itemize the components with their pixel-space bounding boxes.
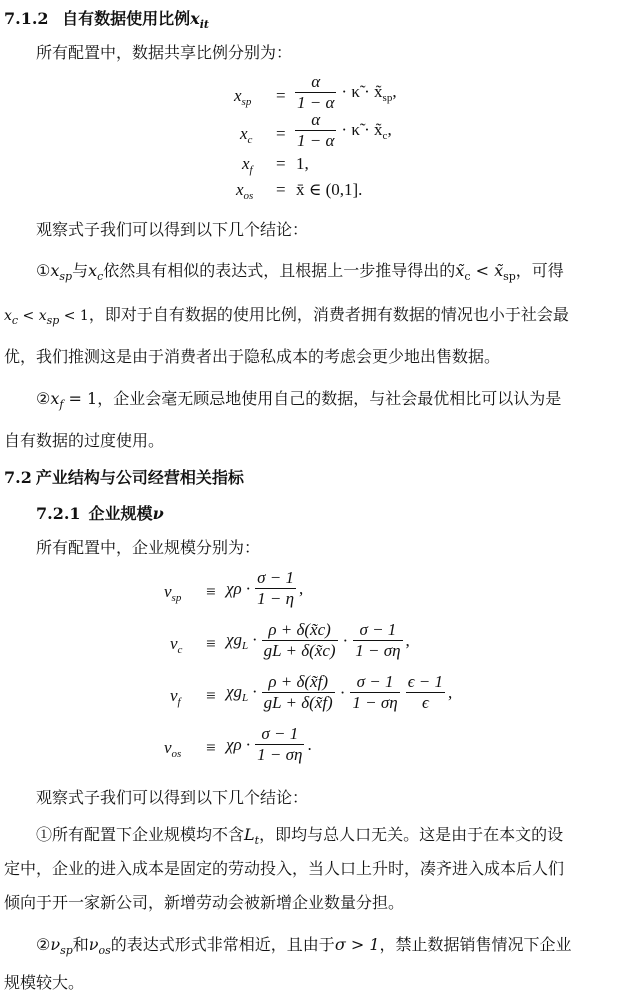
firm-conclusion-2-line-1: $②\nu_{sp}$和$\nu_{os}$的表达式形式非常相近，且由于σ > 1，禁止数据销售情况下企业 (36, 935, 572, 957)
eq-rhs: $\chi g_L$ · $\frac{\rho + \delta(x̃f)}{gL + \delta(x̃f)}$ · $\frac{\sigma - 1}{1 - \sigma\eta}$ $\frac{\epsilon - 1}{\epsilon}$ , (226, 672, 453, 712)
fraction: $\frac{\epsilon - 1}{\epsilon}$ (407, 672, 444, 712)
eq-relation: ≡ (206, 582, 216, 601)
firm-conclusion-1-line-1: ①所有配置下企业规模均不含$L_t$，即均与总人口无关。这是由于在本文的设 (36, 825, 564, 847)
equation-row (0, 568, 638, 614)
eq-relation: = (276, 154, 286, 173)
eq-rhs: χρ · $\frac{\sigma - 1}{1 - \sigma\eta}$ . (226, 724, 312, 764)
eq-lhs: $x_{sp}$ (234, 86, 252, 108)
equation-row (0, 620, 638, 666)
eq-lhs: $x_c$ (240, 124, 253, 146)
equation-row (0, 724, 638, 770)
eq-lhs: $\nu_{sp}$ (164, 582, 182, 604)
conclusion-intro-2: 观察式子我们可以得到以下几个结论： (36, 788, 309, 807)
fraction: $\frac{\sigma - 1}{1 - \sigma\eta}$ (352, 672, 398, 712)
equation-row (0, 672, 638, 718)
equation-row (0, 180, 638, 204)
fraction: $\frac{\sigma - 1}{1 - \sigma\eta}$ (355, 620, 401, 660)
eq-rhs: x̄ ∈ (0,1]. (296, 180, 363, 199)
section-heading-7-2: 7.2 产业结构与公司经营相关指标 (4, 468, 244, 487)
eq-lhs: $\nu_{os}$ (164, 738, 182, 760)
fraction: $\frac{\rho + \delta(x̃f)}{gL + \delta(x̃f)}$ (263, 672, 333, 712)
eq-lhs: $x_{os}$ (236, 180, 254, 202)
conclusion-2-line-1: $②x_f = 1$，企业会毫无顾忌地使用自己的数据，与社会最优相比可以认为是 (36, 389, 562, 411)
eq-relation: ≡ (206, 634, 216, 653)
intro-paragraph: 所有配置中，数据共享比例分别为： (36, 43, 293, 62)
fraction: $\frac{\sigma - 1}{1 - \eta}$ (257, 568, 295, 608)
eq-rhs: $\frac{\alpha}{1 - \alpha}$ · κ̃ · $x̃_{sp}$, (297, 72, 397, 112)
section-number: 7.1.2 (4, 9, 49, 28)
eq-lhs: $\nu_c$ (170, 634, 183, 656)
eq-relation: ≡ (206, 738, 216, 757)
conclusion-1-line-1: $①x_{sp}$与$x_c$依然具有相似的表达式，且根据上一步推导得出的$x̃_c$ < $x̃_{sp}$，可得 (36, 261, 564, 283)
eq-rhs: χρ · $\frac{\sigma - 1}{1 - \eta}$ , (226, 568, 304, 608)
firm-conclusion-1-line-3: 倾向于开一家新公司，新增劳动会被新增企业数量分担。 (4, 893, 405, 912)
fraction: $\frac{\alpha}{1 - \alpha}$ (297, 110, 335, 150)
eq-relation: = (276, 180, 286, 199)
equation-row (0, 154, 638, 178)
fraction: $\frac{\alpha}{1 - \alpha}$ (297, 72, 335, 112)
eq-lhs: $x_f$ (242, 154, 253, 176)
eq-rhs: $\chi g_L$ · $\frac{\rho + \delta(x̃c)}{gL + \delta(x̃c)}$ · $\frac{\sigma - 1}{1 - \sigma\eta}$ , (226, 620, 410, 660)
conclusion-1-line-2: $x_c < x_{sp} < 1$，即对于自有数据的使用比例，消费者拥有数据的情况也小于社会最 (4, 305, 569, 327)
eq-rhs: 1, (296, 154, 309, 173)
eq-rhs: $\frac{\alpha}{1 - \alpha}$ · κ̃ · $x̃_c$, (297, 110, 392, 150)
conclusion-intro: 观察式子我们可以得到以下几个结论： (36, 220, 309, 239)
firm-size-intro: 所有配置中，企业规模分别为： (36, 538, 261, 557)
eq-relation: = (276, 124, 286, 143)
section-title: 自有数据使用比例 (62, 9, 191, 28)
equation-row (0, 112, 638, 158)
section-symbol-sub: it (199, 18, 209, 31)
eq-relation: ≡ (206, 686, 216, 705)
fraction: $\frac{\sigma - 1}{1 - \sigma\eta}$ (257, 724, 303, 764)
section-heading-7-2-1: 7.2.1 企业规模ν (36, 504, 164, 523)
firm-conclusion-1-line-2: 定中，企业的进入成本是固定的劳动投入，当人口上升时，凑齐进入成本后人们 (4, 859, 565, 878)
conclusion-1-line-3: 优，我们推测这是由于消费者出于隐私成本的考虑会更少地出售数据。 (4, 347, 501, 366)
eq-lhs: $\nu_f$ (170, 686, 181, 708)
fraction: $\frac{\rho + \delta(x̃c)}{gL + \delta(x̃c)}$ (263, 620, 336, 660)
section-heading-7-1-2 (4, 6, 209, 31)
section-symbol: x (190, 9, 200, 28)
eq-relation: = (276, 86, 286, 105)
firm-conclusion-2-line-2: 规模较大。 (4, 973, 85, 992)
conclusion-2-line-2: 自有数据的过度使用。 (4, 431, 165, 450)
